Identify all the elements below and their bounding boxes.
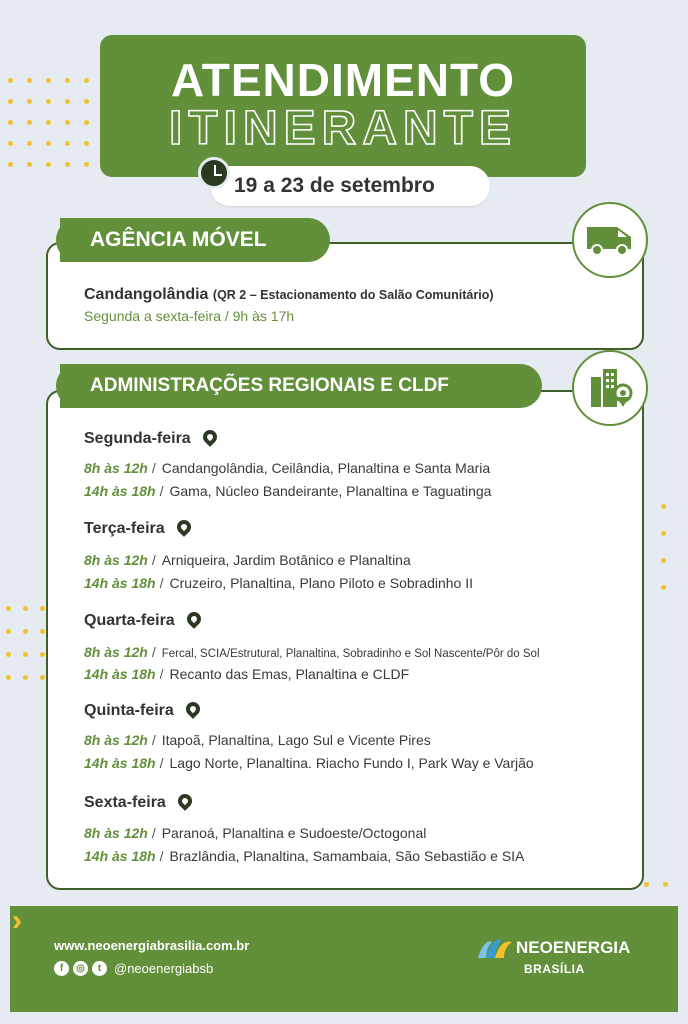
title-banner [100, 35, 586, 177]
title-line-1: ATENDIMENTO [170, 54, 516, 106]
mobile-agency-heading: AGÊNCIA MÓVEL [60, 218, 330, 262]
social-handle: @neoenergiabsb [114, 961, 214, 976]
slot-thursday-afternoon: 14h às 18h / Lago Norte, Planaltina. Riacho Fundo I, Park Way e Varjão [84, 755, 534, 771]
clock-icon [198, 157, 230, 189]
agency-location-name: Candangolândia [84, 286, 209, 303]
brand-sub: BRASÍLIA [524, 962, 585, 976]
building-location-icon [572, 350, 648, 426]
slot-friday-morning: 8h às 12h / Paranoá, Planaltina e Sudoeste/Octogonal [84, 825, 427, 841]
facebook-icon[interactable]: f [54, 961, 69, 976]
website-link[interactable]: www.neoenergiabrasilia.com.br [54, 938, 250, 953]
decorative-dots-right-bottom [644, 882, 668, 887]
date-pill [210, 166, 490, 206]
slot-tuesday-morning: 8h às 12h / Arniqueira, Jardim Botânico e Planaltina [84, 552, 411, 568]
day-wednesday: Quarta-feira [84, 612, 201, 630]
agency-location [84, 286, 494, 304]
agency-location-detail: (QR 2 – Estacionamento do Salão Comunitário) [212, 288, 494, 302]
footer [10, 906, 678, 1012]
location-pin-icon [175, 791, 195, 811]
location-pin-icon [184, 609, 204, 629]
day-friday: Sexta-feira [84, 794, 192, 812]
day-monday: Segunda-feira [84, 430, 217, 448]
day-thursday: Quinta-feira [84, 702, 200, 720]
agency-info [84, 286, 494, 324]
instagram-icon[interactable]: ◎ [73, 961, 88, 976]
decorative-dots-left-mid [6, 606, 45, 680]
slot-friday-afternoon: 14h às 18h / Brazlândia, Planaltina, Samambaia, São Sebastião e SIA [84, 848, 525, 864]
title-line-2: ITINERANTE [169, 102, 517, 155]
decorative-dots-left-top [8, 78, 89, 167]
regional-heading: ADMINISTRAÇÕES REGIONAIS E CLDF [60, 364, 542, 408]
slot-wednesday-afternoon: 14h às 18h / Recanto das Emas, Planaltina e CLDF [84, 666, 410, 682]
brand-name: NEOENERGIA [516, 938, 631, 957]
slot-monday-morning: 8h às 12h / Candangolândia, Ceilândia, Planaltina e Santa Maria [84, 460, 491, 476]
van-icon [572, 202, 648, 278]
regional-card [46, 390, 644, 890]
slot-tuesday-afternoon: 14h às 18h / Cruzeiro, Planaltina, Plano Piloto e Sobradinho II [84, 575, 474, 591]
twitter-icon[interactable]: t [92, 961, 107, 976]
day-tuesday: Terça-feira [84, 520, 191, 538]
date-text: 19 a 23 de setembro [234, 174, 435, 197]
slot-thursday-morning: 8h às 12h / Itapoã, Planaltina, Lago Sul e Vicente Pires [84, 732, 431, 748]
location-pin-icon [200, 427, 220, 447]
agency-hours: Segunda a sexta-feira / 9h às 17h [84, 308, 295, 324]
social-links [54, 961, 213, 976]
slot-wednesday-morning: 8h às 12h / Fercal, SCIA/Estrutural, Planaltina, Sobradinho e Sol Nascente/Pôr do Sol [84, 644, 540, 660]
slot-monday-afternoon: 14h às 18h / Gama, Núcleo Bandeirante, Planaltina e Taguatinga [84, 483, 492, 499]
location-pin-icon [183, 699, 203, 719]
neoenergia-logo-icon [476, 936, 514, 962]
location-pin-icon [174, 517, 194, 537]
